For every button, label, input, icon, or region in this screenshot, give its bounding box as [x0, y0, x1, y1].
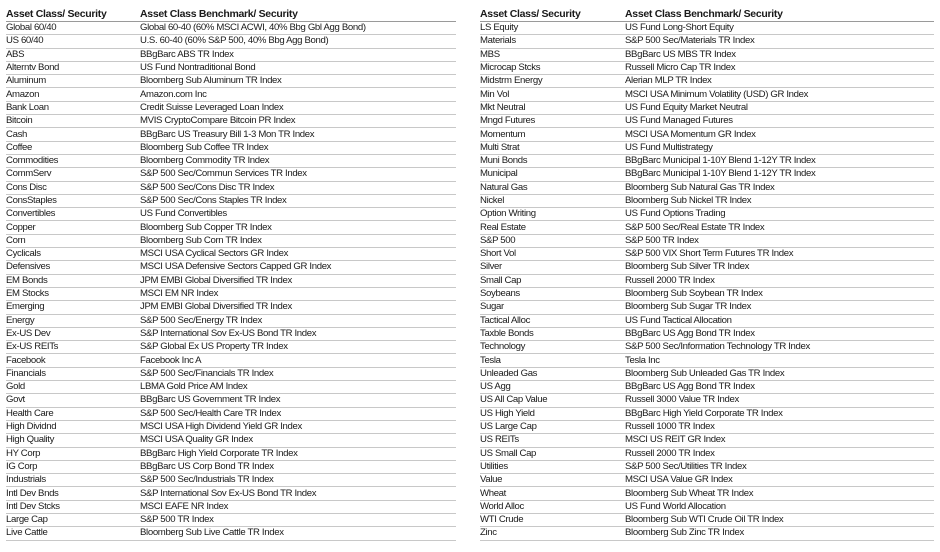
benchmark-cell: BBgBarc US Agg Bond TR Index: [625, 381, 934, 394]
benchmark-cell: Bloomberg Sub Zinc TR Index: [625, 527, 934, 540]
benchmark-cell: Credit Suisse Leveraged Loan Index: [140, 101, 456, 114]
table-row: [480, 354, 934, 367]
benchmark-cell: Bloomberg Sub Sugar TR Index: [625, 301, 934, 314]
table-row: [480, 314, 934, 327]
table-header-row: [6, 8, 456, 22]
benchmark-cell: Alerian MLP TR Index: [625, 75, 934, 88]
table-row: [480, 234, 934, 247]
benchmark-cell: BBgBarc US Corp Bond TR Index: [140, 460, 456, 473]
table-row: [480, 474, 934, 487]
table-row: [480, 154, 934, 167]
table-row: [6, 513, 456, 526]
benchmark-cell: Bloomberg Sub Silver TR Index: [625, 261, 934, 274]
asset-class-cell: Ex-US REITs: [6, 341, 140, 354]
asset-class-cell: Ex-US Dev: [6, 327, 140, 340]
asset-class-cell: Momentum: [480, 128, 625, 141]
benchmark-cell: Russell 3000 Value TR Index: [625, 394, 934, 407]
asset-class-cell: Amazon: [6, 88, 140, 101]
table-row: [6, 474, 456, 487]
table-row: [6, 154, 456, 167]
asset-class-cell: Mkt Neutral: [480, 101, 625, 114]
table-header-row: [480, 8, 934, 22]
benchmark-cell: U.S. 60-40 (60% S&P 500, 40% Bbg Agg Bond): [140, 35, 456, 48]
asset-class-cell: US 60/40: [6, 35, 140, 48]
table-row: [6, 181, 456, 194]
benchmark-cell: BBgBarc US Government TR Index: [140, 394, 456, 407]
asset-class-cell: US Large Cap: [480, 420, 625, 433]
asset-class-cell: IG Corp: [6, 460, 140, 473]
asset-class-cell: Financials: [6, 367, 140, 380]
asset-class-cell: LS Equity: [480, 22, 625, 35]
asset-class-cell: Cash: [6, 128, 140, 141]
asset-class-cell: EM Bonds: [6, 274, 140, 287]
benchmark-header: Asset Class Benchmark/ Security: [140, 8, 456, 22]
table-row: [6, 500, 456, 513]
asset-class-cell: Utilities: [480, 460, 625, 473]
benchmark-cell: US Fund Options Trading: [625, 208, 934, 221]
asset-class-cell: Tesla: [480, 354, 625, 367]
benchmark-cell: Tesla Inc: [625, 354, 934, 367]
table-row: [480, 394, 934, 407]
benchmark-cell: Bloomberg Sub Live Cattle TR Index: [140, 527, 456, 540]
table-row: [6, 248, 456, 261]
asset-class-cell: Copper: [6, 221, 140, 234]
table-row: [6, 88, 456, 101]
benchmark-cell: Bloomberg Sub Corn TR Index: [140, 234, 456, 247]
table-row: [480, 88, 934, 101]
table-row: [480, 301, 934, 314]
asset-class-cell: Option Writing: [480, 208, 625, 221]
benchmark-cell: S&P 500 Sec/Materials TR Index: [625, 35, 934, 48]
asset-class-cell: Coffee: [6, 141, 140, 154]
asset-class-cell: Facebook: [6, 354, 140, 367]
table-row: [6, 301, 456, 314]
benchmark-table-left-body: [6, 22, 456, 541]
benchmark-cell: Bloomberg Sub Soybean TR Index: [625, 287, 934, 300]
benchmark-cell: S&P 500 Sec/Health Care TR Index: [140, 407, 456, 420]
table-row: [6, 527, 456, 540]
asset-class-cell: Materials: [480, 35, 625, 48]
benchmark-cell: S&P 500 Sec/Industrials TR Index: [140, 474, 456, 487]
benchmark-cell: JPM EMBI Global Diversified TR Index: [140, 274, 456, 287]
table-row: [480, 527, 934, 540]
asset-class-cell: Taxble Bonds: [480, 327, 625, 340]
asset-class-cell: Tactical Alloc: [480, 314, 625, 327]
asset-class-cell: WTI Crude: [480, 513, 625, 526]
benchmark-cell: Global 60-40 (60% MSCI ACWI, 40% Bbg Gbl Agg Bond): [140, 22, 456, 35]
table-row: [480, 61, 934, 74]
table-row: [6, 367, 456, 380]
asset-class-cell: Cons Disc: [6, 181, 140, 194]
benchmark-cell: S&P 500 Sec/Information Technology TR Index: [625, 341, 934, 354]
asset-class-cell: Wheat: [480, 487, 625, 500]
asset-class-cell: Corn: [6, 234, 140, 247]
table-row: [480, 35, 934, 48]
asset-class-cell: US All Cap Value: [480, 394, 625, 407]
benchmark-cell: BBgBarc Municipal 1-10Y Blend 1-12Y TR Index: [625, 154, 934, 167]
table-row: [6, 115, 456, 128]
asset-class-cell: High Dividnd: [6, 420, 140, 433]
asset-class-header: Asset Class/ Security: [6, 8, 140, 22]
table-row: [480, 221, 934, 234]
table-row: [6, 141, 456, 154]
table-row: [480, 513, 934, 526]
benchmark-cell: US Fund Long-Short Equity: [625, 22, 934, 35]
table-row: [480, 208, 934, 221]
table-row: [480, 434, 934, 447]
table-row: [480, 101, 934, 114]
asset-class-cell: Short Vol: [480, 248, 625, 261]
asset-class-cell: Real Estate: [480, 221, 625, 234]
asset-class-cell: Convertibles: [6, 208, 140, 221]
table-row: [6, 354, 456, 367]
table-row: [6, 61, 456, 74]
asset-class-cell: Microcap Stcks: [480, 61, 625, 74]
asset-class-cell: Intl Dev Stcks: [6, 500, 140, 513]
table-row: [6, 274, 456, 287]
asset-class-cell: CommServ: [6, 168, 140, 181]
benchmark-cell: Bloomberg Commodity TR Index: [140, 154, 456, 167]
asset-class-cell: Bitcoin: [6, 115, 140, 128]
benchmark-cell: S&P 500 Sec/Commun Services TR Index: [140, 168, 456, 181]
table-row: [6, 314, 456, 327]
benchmark-cell: MSCI USA High Dividend Yield GR Index: [140, 420, 456, 433]
asset-class-cell: S&P 500: [480, 234, 625, 247]
table-row: [6, 434, 456, 447]
table-row: [6, 261, 456, 274]
table-row: [480, 420, 934, 433]
benchmark-cell: S&P 500 Sec/Energy TR Index: [140, 314, 456, 327]
table-row: [6, 394, 456, 407]
benchmark-cell: MSCI USA Momentum GR Index: [625, 128, 934, 141]
asset-class-cell: Energy: [6, 314, 140, 327]
benchmark-cell: S&P 500 Sec/Cons Staples TR Index: [140, 194, 456, 207]
benchmark-cell: Bloomberg Sub Aluminum TR Index: [140, 75, 456, 88]
table-row: [6, 194, 456, 207]
asset-class-cell: US Small Cap: [480, 447, 625, 460]
table-row: [480, 48, 934, 61]
table-row: [480, 274, 934, 287]
benchmark-cell: MVIS CryptoCompare Bitcoin PR Index: [140, 115, 456, 128]
benchmark-cell: MSCI US REIT GR Index: [625, 434, 934, 447]
benchmark-cell: US Fund World Allocation: [625, 500, 934, 513]
benchmark-cell: MSCI EAFE NR Index: [140, 500, 456, 513]
benchmark-cell: Bloomberg Sub Unleaded Gas TR Index: [625, 367, 934, 380]
asset-class-cell: Global 60/40: [6, 22, 140, 35]
benchmark-cell: US Fund Managed Futures: [625, 115, 934, 128]
benchmark-cell: MSCI USA Defensive Sectors Capped GR Index: [140, 261, 456, 274]
asset-class-header: Asset Class/ Security: [480, 8, 625, 22]
table-row: [6, 168, 456, 181]
asset-class-cell: US REITs: [480, 434, 625, 447]
asset-class-cell: Multi Strat: [480, 141, 625, 154]
table-row: [480, 194, 934, 207]
asset-class-cell: Commodities: [6, 154, 140, 167]
asset-class-cell: Large Cap: [6, 513, 140, 526]
asset-class-cell: Alterntv Bond: [6, 61, 140, 74]
benchmark-cell: MSCI USA Minimum Volatility (USD) GR Index: [625, 88, 934, 101]
table-row: [6, 221, 456, 234]
asset-class-cell: Silver: [480, 261, 625, 274]
table-row: [480, 261, 934, 274]
benchmark-table-right-body: [480, 22, 934, 541]
table-row: [480, 128, 934, 141]
benchmark-cell: Bloomberg Sub Coffee TR Index: [140, 141, 456, 154]
asset-class-cell: Live Cattle: [6, 527, 140, 540]
asset-class-cell: Intl Dev Bnds: [6, 487, 140, 500]
asset-class-cell: Gold: [6, 381, 140, 394]
table-row: [480, 115, 934, 128]
benchmark-cell: S&P 500 VIX Short Term Futures TR Index: [625, 248, 934, 261]
table-row: [480, 168, 934, 181]
benchmark-cell: BBgBarc US Treasury Bill 1-3 Mon TR Index: [140, 128, 456, 141]
table-row: [480, 381, 934, 394]
benchmark-cell: S&P International Sov Ex-US Bond TR Index: [140, 327, 456, 340]
asset-class-cell: Soybeans: [480, 287, 625, 300]
benchmark-cell: Bloomberg Sub WTI Crude Oil TR Index: [625, 513, 934, 526]
benchmark-cell: Facebook Inc A: [140, 354, 456, 367]
asset-class-cell: EM Stocks: [6, 287, 140, 300]
benchmark-cell: JPM EMBI Global Diversified TR Index: [140, 301, 456, 314]
benchmark-cell: US Fund Tactical Allocation: [625, 314, 934, 327]
table-row: [6, 287, 456, 300]
benchmark-cell: S&P 500 TR Index: [625, 234, 934, 247]
asset-class-cell: MBS: [480, 48, 625, 61]
benchmark-cell: S&P 500 Sec/Cons Disc TR Index: [140, 181, 456, 194]
table-row: [480, 75, 934, 88]
benchmark-cell: S&P 500 Sec/Real Estate TR Index: [625, 221, 934, 234]
left-benchmark-table-panel: [6, 8, 456, 541]
benchmark-cell: Bloomberg Sub Nickel TR Index: [625, 194, 934, 207]
benchmark-cell: MSCI USA Cyclical Sectors GR Index: [140, 248, 456, 261]
asset-class-cell: Midstrm Energy: [480, 75, 625, 88]
asset-class-cell: Zinc: [480, 527, 625, 540]
table-row: [480, 248, 934, 261]
table-row: [6, 22, 456, 35]
asset-class-cell: Muni Bonds: [480, 154, 625, 167]
benchmark-cell: S&P International Sov Ex-US Bond TR Index: [140, 487, 456, 500]
table-row: [6, 447, 456, 460]
asset-class-cell: Technology: [480, 341, 625, 354]
table-row: [6, 327, 456, 340]
table-row: [480, 341, 934, 354]
asset-class-cell: Natural Gas: [480, 181, 625, 194]
table-row: [6, 75, 456, 88]
table-row: [6, 101, 456, 114]
benchmark-cell: Bloomberg Sub Natural Gas TR Index: [625, 181, 934, 194]
table-row: [480, 367, 934, 380]
benchmark-cell: Russell 2000 TR Index: [625, 274, 934, 287]
table-row: [480, 500, 934, 513]
table-row: [480, 141, 934, 154]
asset-class-cell: Health Care: [6, 407, 140, 420]
asset-class-cell: ABS: [6, 48, 140, 61]
table-row: [6, 487, 456, 500]
table-row: [6, 420, 456, 433]
benchmark-cell: Russell Micro Cap TR Index: [625, 61, 934, 74]
right-benchmark-table-panel: [480, 8, 934, 541]
benchmark-cell: BBgBarc US MBS TR Index: [625, 48, 934, 61]
benchmark-cell: S&P 500 Sec/Financials TR Index: [140, 367, 456, 380]
table-row: [6, 208, 456, 221]
benchmark-cell: S&P Global Ex US Property TR Index: [140, 341, 456, 354]
benchmark-cell: S&P 500 TR Index: [140, 513, 456, 526]
asset-class-cell: Small Cap: [480, 274, 625, 287]
table-row: [6, 35, 456, 48]
benchmark-cell: BBgBarc High Yield Corporate TR Index: [625, 407, 934, 420]
table-row: [480, 327, 934, 340]
benchmark-table-right: [480, 8, 934, 541]
asset-class-cell: Aluminum: [6, 75, 140, 88]
benchmark-cell: MSCI EM NR Index: [140, 287, 456, 300]
asset-class-cell: Defensives: [6, 261, 140, 274]
benchmark-cell: US Fund Nontraditional Bond: [140, 61, 456, 74]
table-row: [480, 407, 934, 420]
asset-class-cell: HY Corp: [6, 447, 140, 460]
asset-class-cell: Municipal: [480, 168, 625, 181]
table-row: [6, 381, 456, 394]
benchmark-cell: BBgBarc US Agg Bond TR Index: [625, 327, 934, 340]
table-row: [6, 460, 456, 473]
table-row: [480, 487, 934, 500]
asset-class-cell: US Agg: [480, 381, 625, 394]
asset-class-cell: Bank Loan: [6, 101, 140, 114]
asset-class-cell: Min Vol: [480, 88, 625, 101]
table-row: [480, 460, 934, 473]
asset-class-cell: Industrials: [6, 474, 140, 487]
asset-class-cell: US High Yield: [480, 407, 625, 420]
table-row: [480, 447, 934, 460]
benchmark-cell: Russell 2000 TR Index: [625, 447, 934, 460]
benchmark-table-left: [6, 8, 456, 541]
benchmark-cell: BBgBarc High Yield Corporate TR Index: [140, 447, 456, 460]
benchmark-cell: BBgBarc Municipal 1-10Y Blend 1-12Y TR Index: [625, 168, 934, 181]
table-row: [6, 128, 456, 141]
table-row: [480, 22, 934, 35]
table-row: [6, 407, 456, 420]
benchmark-cell: US Fund Multistrategy: [625, 141, 934, 154]
benchmark-cell: Amazon.com Inc: [140, 88, 456, 101]
benchmark-cell: LBMA Gold Price AM Index: [140, 381, 456, 394]
table-row: [480, 181, 934, 194]
asset-class-cell: Unleaded Gas: [480, 367, 625, 380]
asset-class-cell: Cyclicals: [6, 248, 140, 261]
asset-class-cell: Sugar: [480, 301, 625, 314]
asset-class-cell: Nickel: [480, 194, 625, 207]
table-row: [480, 287, 934, 300]
asset-class-cell: High Quality: [6, 434, 140, 447]
benchmark-cell: Russell 1000 TR Index: [625, 420, 934, 433]
table-row: [6, 234, 456, 247]
benchmark-cell: S&P 500 Sec/Utilities TR Index: [625, 460, 934, 473]
benchmark-cell: Bloomberg Sub Wheat TR Index: [625, 487, 934, 500]
benchmark-cell: BBgBarc ABS TR Index: [140, 48, 456, 61]
asset-class-cell: ConsStaples: [6, 194, 140, 207]
benchmark-cell: US Fund Equity Market Neutral: [625, 101, 934, 114]
asset-class-cell: Mngd Futures: [480, 115, 625, 128]
asset-class-cell: Value: [480, 474, 625, 487]
benchmark-cell: MSCI USA Value GR Index: [625, 474, 934, 487]
benchmark-header: Asset Class Benchmark/ Security: [625, 8, 934, 22]
benchmark-cell: MSCI USA Quality GR Index: [140, 434, 456, 447]
asset-class-cell: Emerging: [6, 301, 140, 314]
benchmark-cell: Bloomberg Sub Copper TR Index: [140, 221, 456, 234]
asset-class-cell: World Alloc: [480, 500, 625, 513]
table-row: [6, 341, 456, 354]
asset-class-cell: Govt: [6, 394, 140, 407]
benchmark-cell: US Fund Convertibles: [140, 208, 456, 221]
table-row: [6, 48, 456, 61]
